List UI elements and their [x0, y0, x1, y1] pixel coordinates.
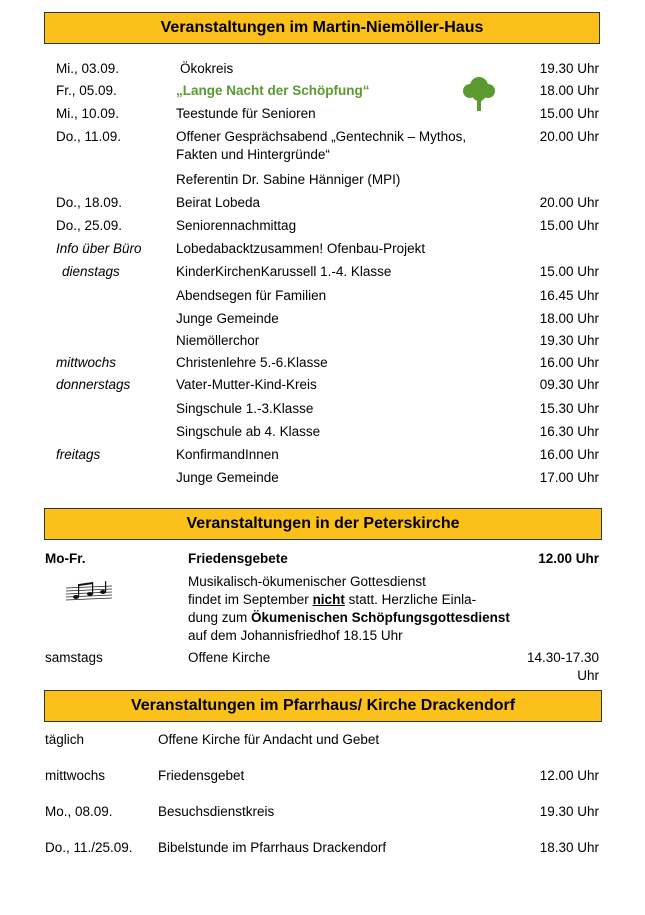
event-title-line1: Offener Gesprächsabend „Gentechnik – Mythos, [176, 129, 467, 144]
event-title: Vater-Mutter-Kind-Kreis [176, 377, 317, 392]
event-day: Mi., 03.09. [56, 61, 120, 76]
event-row [0, 240, 645, 262]
event-day: Do., 11.09. [56, 129, 122, 144]
event-day: dienstags [62, 264, 120, 279]
section-header-peterskirche: Veranstaltungen in der Peterskirche [44, 508, 602, 540]
notice-line-3 [188, 609, 510, 627]
event-time: 20.00 Uhr [539, 129, 599, 144]
event-title: Besuchsdienstkreis [158, 804, 275, 819]
notice-line-4: auf dem Johannisfriedhof 18.15 Uhr [188, 628, 403, 643]
event-day: täglich [45, 732, 85, 747]
event-title: Ökokreis [180, 61, 234, 76]
event-time: 12.00 Uhr [538, 551, 599, 566]
event-time: 17.00 Uhr [539, 470, 599, 485]
event-time: 19.30 Uhr [539, 61, 599, 76]
event-time-line2: Uhr [577, 668, 599, 683]
event-title-line2: Fakten und Hintergründe“ [176, 147, 330, 162]
event-row [0, 469, 645, 491]
event-row [0, 354, 645, 376]
event-day: mittwochs [56, 355, 117, 370]
event-title: Offene Kirche [188, 650, 271, 665]
event-title: Referentin Dr. Sabine Hänniger (MPI) [176, 172, 401, 187]
event-row [0, 217, 645, 239]
event-time: 16.00 Uhr [539, 447, 599, 462]
event-title: Abendsegen für Familien [176, 288, 327, 303]
event-time: 18.00 Uhr [539, 311, 599, 326]
event-row [0, 171, 645, 193]
event-time: 18.30 Uhr [539, 840, 599, 855]
event-row [0, 423, 645, 445]
notice-line-1: Musikalisch-ökumenischer Gottesdienst [188, 574, 426, 589]
event-time: 15.00 Uhr [539, 106, 599, 121]
event-title: Singschule 1.-3.Klasse [176, 401, 314, 416]
event-day: Do., 11./25.09. [45, 840, 133, 855]
event-time: 12.00 Uhr [539, 768, 599, 783]
event-day: freitags [56, 447, 101, 462]
event-row [0, 332, 645, 354]
music-notes-icon [66, 580, 112, 604]
event-day: Do., 25.09. [56, 218, 123, 233]
event-title: Offene Kirche für Andacht und Gebet [158, 732, 380, 747]
event-day: samstags [45, 650, 103, 665]
event-row [0, 105, 645, 127]
event-title: Beirat Lobeda [176, 195, 261, 210]
event-title: Singschule ab 4. Klasse [176, 424, 321, 439]
event-row [0, 400, 645, 422]
section-header-pfarrhaus-drackendorf: Veranstaltungen im Pfarrhaus/ Kirche Drackendorf [44, 690, 602, 722]
event-title: Friedensgebet [158, 768, 245, 783]
event-time: 16.00 Uhr [539, 355, 599, 370]
event-title: Junge Gemeinde [176, 311, 279, 326]
event-title: Seniorennachmittag [176, 218, 297, 233]
notice-line-2 [188, 591, 510, 609]
event-row [0, 839, 645, 861]
event-time [527, 649, 599, 685]
event-title: Niemöllerchor [176, 333, 260, 348]
event-row [0, 287, 645, 309]
notice-text: statt. Herzliche Einla- [344, 592, 477, 607]
notice-text: findet im September [188, 592, 313, 607]
event-row [0, 446, 645, 468]
event-time: 16.45 Uhr [539, 288, 599, 303]
event-time: 20.00 Uhr [539, 195, 599, 210]
event-row [0, 803, 645, 825]
event-time: 09.30 Uhr [539, 377, 599, 392]
event-row [0, 60, 645, 82]
event-day: Mi., 10.09. [56, 106, 120, 121]
event-row [0, 550, 645, 572]
event-time: 18.00 Uhr [539, 83, 599, 98]
event-title: Bibelstunde im Pfarrhaus Drackendorf [158, 840, 387, 855]
event-day: mittwochs [45, 768, 106, 783]
event-title: Christenlehre 5.-6.Klasse [176, 355, 328, 370]
event-row [0, 82, 645, 104]
peterskirche-notice [188, 573, 510, 645]
event-row [0, 767, 645, 789]
event-time: 19.30 Uhr [539, 333, 599, 348]
event-title: Lobedabacktzusammen! Ofenbau-Projekt [176, 241, 426, 256]
event-title: KinderKirchenKarussell 1.-4. Klasse [176, 264, 392, 279]
event-row [0, 194, 645, 216]
event-row [0, 263, 645, 285]
event-time: 15.30 Uhr [539, 401, 599, 416]
event-day: Do., 18.09. [56, 195, 123, 210]
event-day: Mo., 08.09. [45, 804, 113, 819]
event-time-line1: 14.30-17.30 [526, 650, 599, 665]
event-row [0, 376, 645, 398]
event-title: „Lange Nacht der Schöpfung“ [176, 83, 370, 98]
notice-text: dung zum [188, 610, 252, 625]
event-row [0, 731, 645, 753]
event-row [0, 649, 645, 689]
event-row [0, 310, 645, 332]
event-row [0, 128, 645, 168]
notice-emphasis: Ökumenischen Schöpfungsgottesdienst [251, 610, 510, 625]
event-title: Junge Gemeinde [176, 470, 279, 485]
event-day: donnerstags [56, 377, 131, 392]
event-title: Friedensgebete [188, 551, 288, 566]
event-time: 16.30 Uhr [539, 424, 599, 439]
event-title: Teestunde für Senioren [176, 106, 316, 121]
event-day: Mo-Fr. [45, 551, 86, 566]
event-day: Fr., 05.09. [56, 83, 117, 98]
event-title: KonfirmandInnen [176, 447, 279, 462]
event-time: 19.30 Uhr [539, 804, 599, 819]
section-header-martin-niemoeller-haus: Veranstaltungen im Martin-Niemöller-Haus [44, 12, 600, 44]
notice-emphasis: nicht [312, 592, 345, 607]
event-day: Info über Büro [56, 241, 142, 256]
event-time: 15.00 Uhr [539, 264, 599, 279]
event-time: 15.00 Uhr [539, 218, 599, 233]
